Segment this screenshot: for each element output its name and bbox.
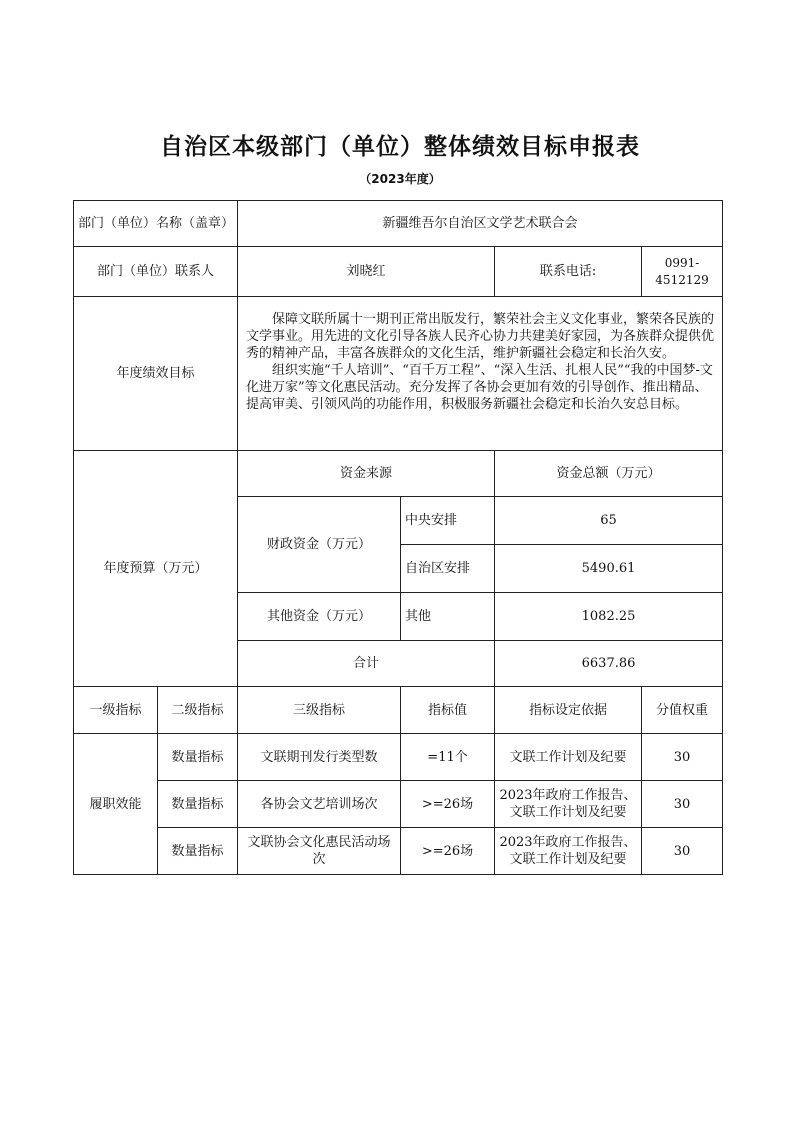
indicator-weight: 30 <box>642 781 723 828</box>
indicator-level3: 文联期刊发行类型数 <box>238 734 401 781</box>
indicator-header-row <box>74 687 723 734</box>
phone-label: 联系电话: <box>495 247 642 297</box>
performance-goal-table <box>73 200 723 875</box>
other-sub-label: 其他 <box>401 593 495 641</box>
indicator-header-level1: 一级指标 <box>74 687 158 734</box>
indicator-level2: 数量指标 <box>158 828 238 875</box>
indicator-weight: 30 <box>642 828 723 875</box>
indicator-header-level2: 二级指标 <box>158 687 238 734</box>
indicator-basis: 文联工作计划及纪要 <box>495 734 642 781</box>
phone-value: 0991-4512129 <box>642 247 723 297</box>
indicator-basis: 2023年政府工作报告、文联工作计划及纪要 <box>495 781 642 828</box>
indicator-level3: 各协会文艺培训场次 <box>238 781 401 828</box>
indicator-weight: 30 <box>642 734 723 781</box>
unit-name-row <box>74 201 723 247</box>
year-subtitle: （2023年度） <box>359 172 441 186</box>
indicator-level2: 数量指标 <box>158 734 238 781</box>
central-label: 中央安排 <box>401 497 495 545</box>
goal-paragraph: 保障文联所属十一期刊正常出版发行，繁荣社会主义文化事业，繁荣各民族的文学事业。用先进的文化引导各族人民齐心协力共建美好家园，为各族群众提供优秀的精神产品，丰富各族群众的文化生活，维护新疆社会稳定和长治久安。 <box>246 312 715 361</box>
region-value: 5490.61 <box>495 545 723 593</box>
contact-row <box>74 247 723 297</box>
goal-row <box>74 297 723 451</box>
indicator-header-basis: 指标设定依据 <box>495 687 642 734</box>
unit-name-value: 新疆维吾尔自治区文学艺术联合会 <box>238 201 723 247</box>
indicator-value: >=26场 <box>401 828 495 875</box>
contact-label: 部门（单位）联系人 <box>74 247 238 297</box>
indicator-basis: 2023年政府工作报告、文联工作计划及纪要 <box>495 828 642 875</box>
indicator-value: >=26场 <box>401 781 495 828</box>
goal-text-cell <box>238 297 723 451</box>
sum-label: 合计 <box>238 641 495 687</box>
other-value: 1082.25 <box>495 593 723 641</box>
indicator-level3: 文联协会文化惠民活动场次 <box>238 828 401 875</box>
central-value: 65 <box>495 497 723 545</box>
indicator-header-value: 指标值 <box>401 687 495 734</box>
goal-label: 年度绩效目标 <box>74 297 238 451</box>
indicator-level2: 数量指标 <box>158 781 238 828</box>
indicator-level1: 履职效能 <box>74 734 158 875</box>
goal-paragraph: 组织实施“千人培训”、“百千万工程”、“深入生活、扎根人民”“我的中国梦-文化进万家”等文化惠民活动。充分发挥了各协会更加有效的引导创作、推出精品、提高审美、引领风尚的功能作用，积极服务新疆社会稳定和长治久安总目标。 <box>246 363 713 412</box>
fund-total-header: 资金总额（万元） <box>495 451 723 497</box>
indicator-header-weight: 分值权重 <box>642 687 723 734</box>
page-title: 自治区本级部门（单位）整体绩效目标申报表 <box>160 134 640 160</box>
unit-name-label: 部门（单位）名称（盖章） <box>74 201 238 247</box>
table-row <box>74 828 723 875</box>
table-row <box>74 734 723 781</box>
sum-value: 6637.86 <box>495 641 723 687</box>
region-label: 自治区安排 <box>401 545 495 593</box>
indicator-header-level3: 三级指标 <box>238 687 401 734</box>
table-row <box>74 781 723 828</box>
other-fund-label: 其他资金（万元） <box>238 593 401 641</box>
contact-value: 刘晓红 <box>238 247 495 297</box>
indicator-value: =11个 <box>401 734 495 781</box>
fiscal-fund-label: 财政资金（万元） <box>238 497 401 593</box>
fund-source-header: 资金来源 <box>238 451 495 497</box>
budget-label: 年度预算（万元） <box>74 451 238 687</box>
budget-header-row <box>74 451 723 497</box>
